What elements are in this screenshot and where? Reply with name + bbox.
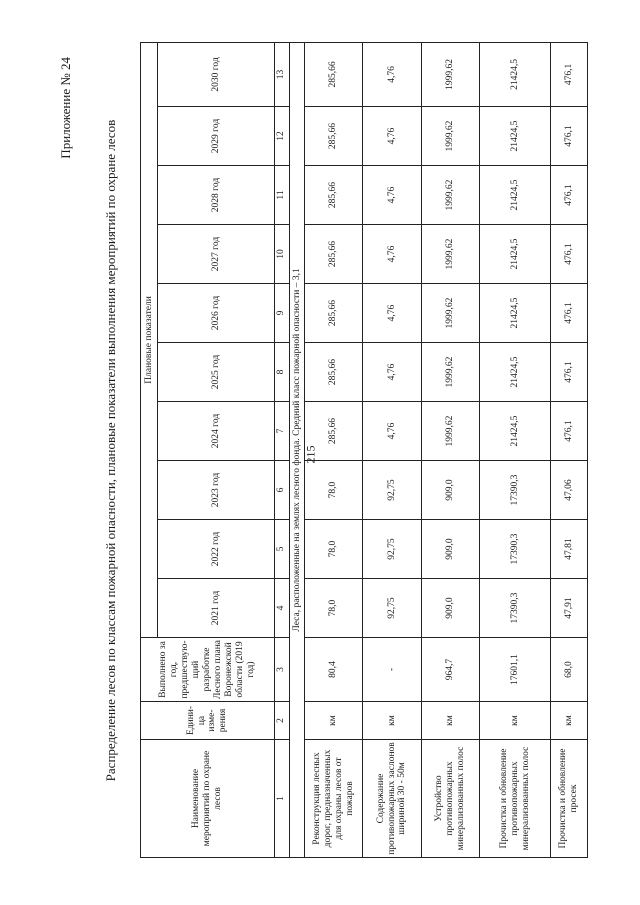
row-done: 17601,1 xyxy=(479,638,550,702)
row-value: 21424,5 xyxy=(479,343,550,402)
row-value: 1999,62 xyxy=(421,225,479,284)
row-value: 1999,62 xyxy=(421,343,479,402)
row-value: 47,81 xyxy=(551,520,588,579)
row-value: 476,1 xyxy=(551,402,588,461)
row-value: 476,1 xyxy=(551,166,588,225)
row-unit: км xyxy=(551,702,588,740)
row-value: 47,91 xyxy=(551,579,588,638)
header-unit-col: Едини-ца изме-рения xyxy=(141,702,275,740)
row-value: 285,66 xyxy=(305,225,363,284)
header-year: 2027 год xyxy=(158,225,275,284)
section-row xyxy=(289,42,304,857)
column-number-row xyxy=(274,42,289,857)
rotated-page-content xyxy=(58,43,588,858)
plan-table xyxy=(140,42,588,858)
row-value: 1999,62 xyxy=(421,107,479,166)
row-value: 4,76 xyxy=(363,284,421,343)
header-row-main xyxy=(141,42,158,857)
row-value: 1999,62 xyxy=(421,42,479,106)
row-value: 285,66 xyxy=(305,107,363,166)
row-value: 909,0 xyxy=(421,461,479,520)
column-number: 4 xyxy=(274,579,289,638)
row-done: 80,4 xyxy=(305,638,363,702)
column-number: 8 xyxy=(274,343,289,402)
column-number: 9 xyxy=(274,284,289,343)
row-value: 476,1 xyxy=(551,343,588,402)
row-name: Содержание противопожарных заслонов шириной 30 - 50м xyxy=(363,740,421,858)
page-number: 215 xyxy=(303,445,318,464)
row-value: 4,76 xyxy=(363,402,421,461)
header-year: 2022 год xyxy=(158,520,275,579)
row-value: 21424,5 xyxy=(479,107,550,166)
column-number: 3 xyxy=(274,638,289,702)
row-value: 909,0 xyxy=(421,520,479,579)
column-number: 11 xyxy=(274,166,289,225)
row-name: Прочистка и обновление противопожарных минерализованных полос xyxy=(479,740,550,858)
row-value: 1999,62 xyxy=(421,166,479,225)
table-row xyxy=(479,42,550,857)
column-number: 2 xyxy=(274,702,289,740)
header-year: 2023 год xyxy=(158,461,275,520)
column-number: 13 xyxy=(274,42,289,106)
document-title: Распределение лесов по классам пожарной опасности, плановые показатели выполнения мероприятий по охране лесов xyxy=(103,119,118,782)
table-row xyxy=(305,42,363,857)
row-value: 4,76 xyxy=(363,166,421,225)
header-year: 2025 год xyxy=(158,343,275,402)
row-value: 285,66 xyxy=(305,284,363,343)
column-number: 12 xyxy=(274,107,289,166)
row-done: - xyxy=(363,638,421,702)
column-number: 7 xyxy=(274,402,289,461)
row-value: 21424,5 xyxy=(479,42,550,106)
header-year: 2028 год xyxy=(158,166,275,225)
row-value: 909,0 xyxy=(421,579,479,638)
header-done-col: Выполнено за год, предшествую-щий разработке Лесного плана Воронежской области (2019 год) xyxy=(141,638,275,702)
header-plan-group: Плановые показатели xyxy=(141,42,158,637)
header-year: 2024 год xyxy=(158,402,275,461)
row-value: 4,76 xyxy=(363,343,421,402)
row-value: 78,0 xyxy=(305,461,363,520)
row-value: 78,0 xyxy=(305,579,363,638)
column-number: 5 xyxy=(274,520,289,579)
row-value: 17390,3 xyxy=(479,579,550,638)
row-value: 92,75 xyxy=(363,461,421,520)
row-value: 92,75 xyxy=(363,520,421,579)
column-number: 6 xyxy=(274,461,289,520)
row-unit: км xyxy=(305,702,363,740)
header-name-col: Наименование мероприятий по охране лесов xyxy=(141,740,275,858)
row-name: Устройство противопожарных минерализованных полос xyxy=(421,740,479,858)
row-name: Прочистка и обновление просек xyxy=(551,740,588,858)
row-value: 21424,5 xyxy=(479,284,550,343)
row-value: 285,66 xyxy=(305,402,363,461)
table-row xyxy=(421,42,479,857)
header-year: 2021 год xyxy=(158,579,275,638)
row-value: 476,1 xyxy=(551,107,588,166)
column-number: 10 xyxy=(274,225,289,284)
row-value: 92,75 xyxy=(363,579,421,638)
row-value: 1999,62 xyxy=(421,284,479,343)
column-number: 1 xyxy=(274,740,289,858)
section-heading: Леса, расположенные на землях лесного фонда. Средний класс пожарной опасности – 3,1 xyxy=(289,42,304,857)
row-value: 476,1 xyxy=(551,42,588,106)
row-value: 4,76 xyxy=(363,225,421,284)
header-year: 2030 год xyxy=(158,42,275,106)
row-value: 285,66 xyxy=(305,343,363,402)
row-done: 964,7 xyxy=(421,638,479,702)
row-value: 21424,5 xyxy=(479,402,550,461)
header-year: 2026 год xyxy=(158,284,275,343)
row-value: 78,0 xyxy=(305,520,363,579)
row-unit: км xyxy=(421,702,479,740)
row-value: 476,1 xyxy=(551,284,588,343)
table-row xyxy=(363,42,421,857)
row-value: 285,66 xyxy=(305,42,363,106)
row-value: 47,06 xyxy=(551,461,588,520)
row-value: 17390,3 xyxy=(479,461,550,520)
header-year: 2029 год xyxy=(158,107,275,166)
table-row xyxy=(551,42,588,857)
row-value: 285,66 xyxy=(305,166,363,225)
row-name: Реконструкция лесных дорог, предназначенных для охраны лесов от пожаров xyxy=(305,740,363,858)
row-value: 1999,62 xyxy=(421,402,479,461)
row-done: 68,0 xyxy=(551,638,588,702)
row-value: 21424,5 xyxy=(479,225,550,284)
row-value: 21424,5 xyxy=(479,166,550,225)
row-value: 476,1 xyxy=(551,225,588,284)
row-value: 4,76 xyxy=(363,42,421,106)
row-value: 4,76 xyxy=(363,107,421,166)
row-unit: км xyxy=(479,702,550,740)
appendix-label: Приложение № 24 xyxy=(58,57,73,159)
row-value: 17390,3 xyxy=(479,520,550,579)
row-unit: км xyxy=(363,702,421,740)
